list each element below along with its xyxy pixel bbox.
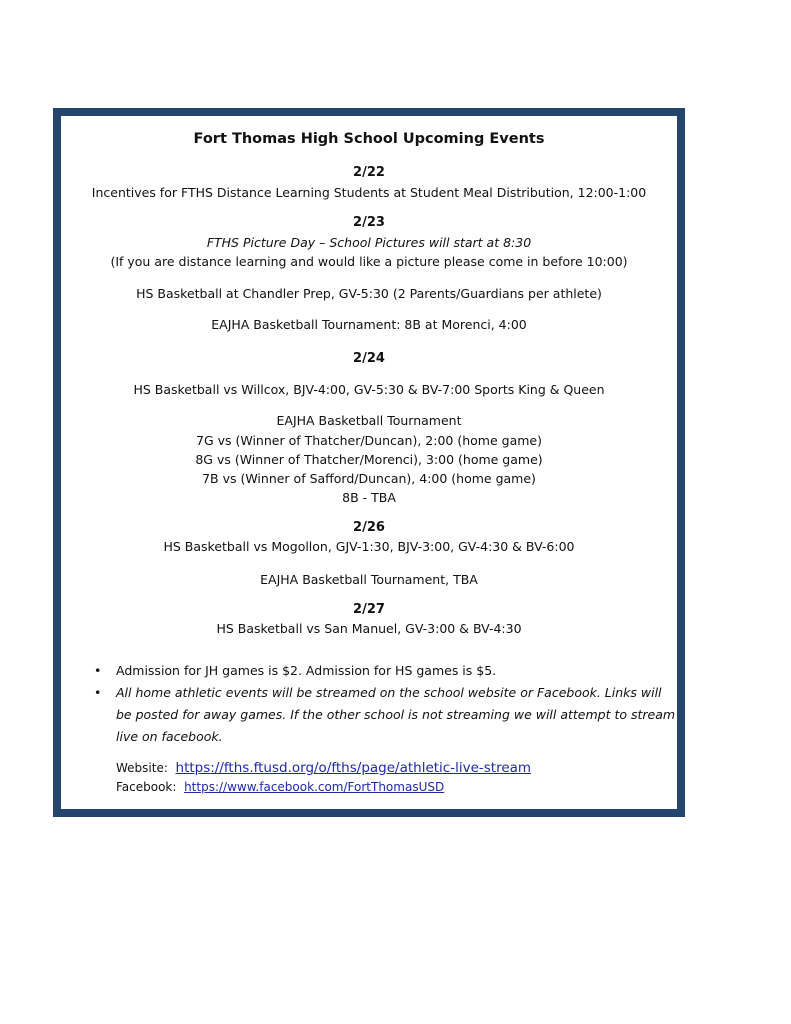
bullet-icon: • bbox=[94, 663, 102, 678]
date-heading-2-22: 2/22 bbox=[353, 165, 385, 180]
bullet-icon: • bbox=[94, 685, 102, 700]
event-picture-day: FTHS Picture Day – School Pictures will start at 8:30 bbox=[206, 235, 532, 250]
event-hs-basketball-san-manuel: HS Basketball vs San Manuel, GV-3:00 & BV-4:30 bbox=[216, 621, 522, 636]
facebook-link[interactable]: https://www.facebook.com/FortThomasUSD bbox=[184, 780, 445, 794]
event-incentives: Incentives for FTHS Distance Learning Students at Student Meal Distribution, 12:00-1:00 bbox=[91, 185, 647, 200]
website-link[interactable]: https://fths.ftusd.org/o/fths/page/athletic-live-stream bbox=[175, 760, 532, 776]
date-heading-2-26: 2/26 bbox=[353, 520, 385, 535]
event-hs-basketball-chandler: HS Basketball at Chandler Prep, GV-5:30 (2 Parents/Guardians per athlete) bbox=[136, 286, 602, 301]
date-heading-2-23: 2/23 bbox=[353, 215, 385, 230]
note-streaming: All home athletic events will be streamed on the school website or Facebook. Links will be posted for away games. If the other school is not streaming we will attempt to stream live on facebook. bbox=[116, 685, 676, 744]
event-eajha-morenci: EAJHA Basketball Tournament: 8B at Morenci, 4:00 bbox=[211, 317, 527, 332]
website-label: Website: bbox=[116, 761, 168, 775]
website-row bbox=[116, 759, 531, 777]
note-admission: Admission for JH games is $2. Admission for HS games is $5. bbox=[116, 663, 497, 678]
event-eajha-tba: EAJHA Basketball Tournament, TBA bbox=[260, 572, 478, 587]
date-heading-2-27: 2/27 bbox=[353, 602, 385, 617]
event-hs-basketball-mogollon: HS Basketball vs Mogollon, GJV-1:30, BJV-3:00, GV-4:30 & BV-6:00 bbox=[163, 539, 575, 554]
date-heading-2-24: 2/24 bbox=[353, 351, 385, 366]
event-game-7g: 7G vs (Winner of Thatcher/Duncan), 2:00 (home game) bbox=[196, 433, 542, 448]
flyer-title: Fort Thomas High School Upcoming Events bbox=[193, 131, 545, 147]
event-hs-basketball-willcox: HS Basketball vs Willcox, BJV-4:00, GV-5:30 & BV-7:00 Sports King & Queen bbox=[133, 382, 605, 397]
events-flyer-content bbox=[61, 116, 677, 809]
event-eajha-tournament-title: EAJHA Basketball Tournament bbox=[276, 413, 462, 428]
event-game-8b: 8B - TBA bbox=[342, 490, 396, 505]
event-game-8g: 8G vs (Winner of Thatcher/Morenci), 3:00 (home game) bbox=[195, 452, 543, 467]
facebook-row bbox=[116, 778, 444, 796]
event-game-7b: 7B vs (Winner of Safford/Duncan), 4:00 (home game) bbox=[202, 471, 536, 486]
event-picture-note: (If you are distance learning and would like a picture please come in before 10:00) bbox=[110, 254, 628, 269]
events-flyer-frame bbox=[53, 108, 685, 817]
facebook-label: Facebook: bbox=[116, 780, 177, 794]
